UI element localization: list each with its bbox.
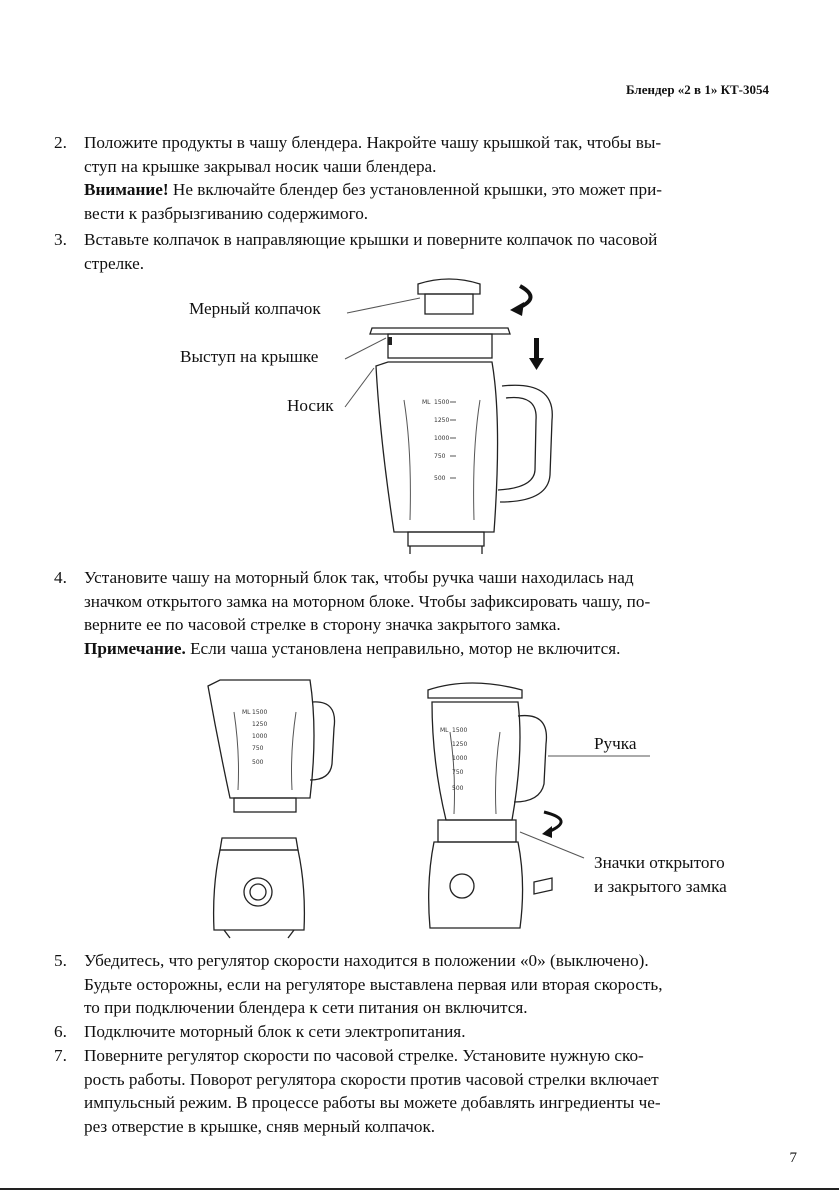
step-line-note (54, 637, 766, 661)
scale-unit: ML (242, 709, 251, 716)
step-number: 4. (54, 568, 67, 587)
measuring-scale (422, 399, 456, 482)
scale-unit: ML (440, 727, 449, 734)
note-text: Если чаша установлена неправильно, мотор не включится. (185, 638, 621, 658)
scale-tick: 500 (452, 785, 464, 792)
scale-tick: 1500 (252, 709, 268, 716)
step-line-warning (54, 178, 766, 202)
scale-tick: 750 (252, 745, 264, 752)
scale-tick: 750 (452, 769, 464, 776)
bottom-rule (0, 1188, 839, 1190)
scale-tick: 500 (252, 759, 264, 766)
scale-tick: 1500 (452, 727, 468, 734)
label-lock-icons-1: Значки открытого (594, 853, 725, 872)
running-header: Блендер «2 в 1» КТ-3054 (626, 82, 769, 97)
step-6 (54, 1020, 766, 1044)
figure-jug-on-motor-base (200, 672, 660, 944)
step-line: Будьте осторожны, если на регуляторе выставлена первая или вторая скорость, (84, 974, 663, 994)
figure-jug-with-lid (330, 270, 580, 565)
step-number: 3. (54, 230, 67, 249)
step-line: ступ на крышке закрывал носик чаши блендера. (84, 156, 437, 176)
step-line: Положите продукты в чашу блендера. Накройте чашу крышкой так, чтобы вы- (84, 133, 662, 152)
rotate-arrow-icon (510, 286, 531, 316)
step-number: 5. (54, 951, 67, 970)
scale-tick: 500 (434, 475, 446, 482)
scale-tick: 750 (434, 453, 446, 460)
step-line: импульсный режим. В процессе работы вы можете добавлять ингредиенты че- (84, 1093, 661, 1112)
jug-detached (208, 680, 335, 812)
scale-tick: 1250 (252, 721, 268, 728)
measuring-cap (418, 279, 480, 314)
label-lock-icons-2: и закрытого замка (594, 877, 727, 896)
step-line: вести к разбрызгиванию содержимого. (84, 203, 369, 223)
step-5 (54, 949, 766, 1020)
page-number: 7 (789, 1150, 797, 1166)
scale-tick: 1000 (252, 733, 268, 740)
step-line: Вставьте колпачок в направляющие крышки и поверните колпачок по часовой (84, 230, 658, 249)
step-line: стрелке. (84, 253, 144, 273)
step-line: рез отверстие в крышке, сняв мерный колпачок. (84, 1116, 436, 1136)
step-line: то при подключении блендера к сети питания он включится. (84, 998, 528, 1017)
step-line: Поверните регулятор скорости по часовой стрелке. Установите нужную ско- (84, 1046, 644, 1065)
step-line: рость работы. Поворот регулятора скорости против часовой стрелки включает (84, 1069, 659, 1089)
step-line: верните ее по часовой стрелке в сторону значка закрытого замка. (84, 615, 561, 634)
scale-tick: 1250 (452, 741, 468, 748)
motor-base-detached (214, 838, 305, 938)
scale-unit: ML (422, 399, 431, 406)
step-2 (54, 131, 766, 225)
label-handle: Ручка (594, 734, 637, 753)
leader-line (345, 368, 374, 407)
leader-line (347, 298, 420, 313)
label-spout: Носик (287, 396, 334, 415)
jug (376, 362, 552, 554)
note-label: Примечание. (84, 638, 186, 658)
step-3 (54, 228, 766, 275)
down-arrow-icon (529, 338, 544, 370)
step-4 (54, 566, 766, 660)
label-lid-tab: Выступ на крышке (180, 347, 319, 366)
warning-label: Внимание! (84, 180, 169, 199)
step-number: 6. (54, 1022, 67, 1041)
step-number: 7. (54, 1046, 67, 1065)
step-line: Подключите моторный блок к сети электропитания. (84, 1022, 466, 1041)
scale-tick: 1000 (434, 435, 450, 442)
label-measuring-cap: Мерный колпачок (189, 299, 321, 318)
step-number: 2. (54, 133, 67, 152)
step-line: Убедитесь, что регулятор скорости находится в положении «0» (выключено). (84, 951, 649, 970)
lid (370, 328, 510, 358)
scale-tick: 1500 (434, 399, 450, 406)
step-line: значком открытого замка на моторном блоке. Чтобы зафиксировать чашу, по- (84, 591, 651, 611)
scale-tick: 1000 (452, 755, 468, 762)
blender-assembled (428, 683, 552, 928)
scale-tick: 1250 (434, 417, 450, 424)
step-7 (54, 1044, 766, 1138)
step-line: Установите чашу на моторный блок так, чтобы ручка чаши находилась над (84, 568, 634, 587)
rotate-arrow-icon (542, 812, 561, 838)
warning-text: Не включайте блендер без установленной крышки, это может при- (168, 180, 663, 199)
leader-line (345, 338, 386, 359)
